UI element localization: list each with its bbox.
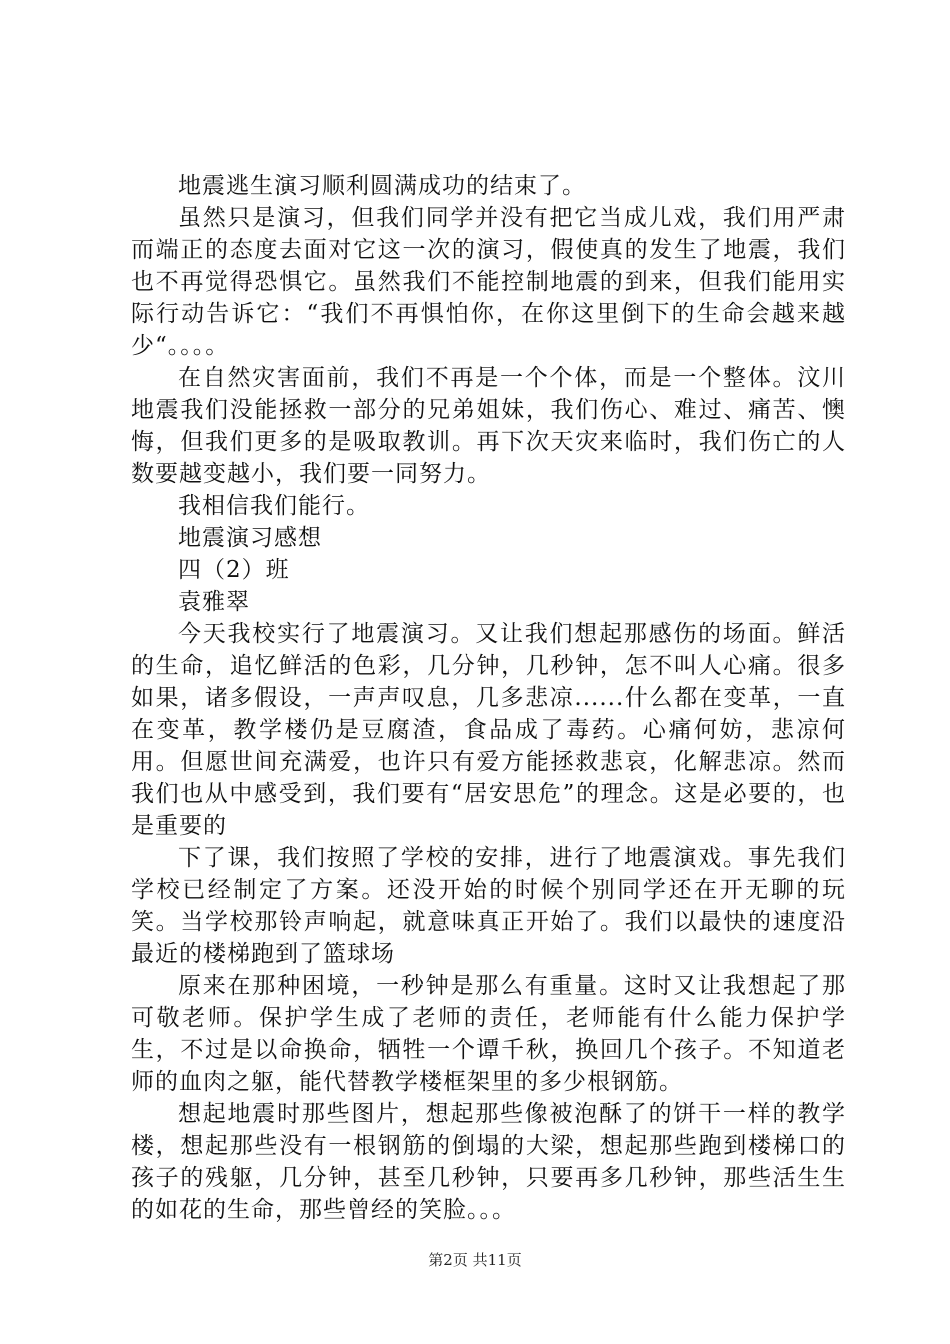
paragraph-drill-conclusion: 地震逃生演习顺利圆满成功的结束了。 bbox=[178, 173, 586, 199]
paragraph-serious-attitude: 虽然只是演习，但我们同学并没有把它当成儿戏，我们用严肃而端正的态度去面对它这一次的演习，假使真的发生了地震，我们也不再觉得恐惧它。虽然我们不能控制地震的到来，但我们能用实际行动告诉它：“我们不再惧怕你，在你这里倒下的生命会越来越少“。。。。 bbox=[131, 205, 846, 359]
document-body bbox=[131, 170, 846, 1226]
paragraph-we-can: 我相信我们能行。 bbox=[178, 493, 370, 519]
essay-class: 四（2）班 bbox=[178, 557, 290, 583]
essay-author: 袁雅翠 bbox=[178, 589, 250, 615]
paragraph-drill-today: 今天我校实行了地震演习。又让我们想起那感伤的场面。鲜活的生命，追忆鲜活的色彩，几分钟，几秒钟，怎不叫人心痛。很多如果，诸多假设，一声声叹息，几多悲凉......什么都在变革，一直在变革，教学楼仍是豆腐渣，食品成了毒药。心痛何妨，悲凉何用。但愿世间充满爱，也许只有爱方能拯救悲哀，化解悲凉。然而我们也从中感受到，我们要有“居安思危”的理念。这是必要的，也是重要的 bbox=[131, 621, 846, 839]
paragraph-memories: 想起地震时那些图片，想起那些像被泡酥了的饼干一样的教学楼，想起那些没有一根钢筋的倒塌的大梁，想起那些跑到楼梯口的孩子的残躯，几分钟，甚至几秒钟，只要再多几秒钟，那些活生生的如花的生命，那些曾经的笑脸。。。 bbox=[131, 1101, 846, 1223]
paragraph-after-class: 下了课，我们按照了学校的安排，进行了地震演戏。事先我们学校已经制定了方案。还没开始的时候个别同学还在开无聊的玩笑。当学校那铃声响起，就意味真正开始了。我们以最快的速度沿最近的楼梯跑到了篮球场 bbox=[131, 845, 846, 967]
essay-title: 地震演习感想 bbox=[178, 525, 322, 551]
page-number-footer: 第2页 共11页 bbox=[428, 1251, 522, 1269]
paragraph-natural-disaster: 在自然灾害面前，我们不再是一个个体，而是一个整体。汶川地震我们没能拯救一部分的兄弟姐妹，我们伤心、难过、痛苦、懊悔，但我们更多的是吸取教训。再下次天灾来临时，我们伤亡的人数要越变越小，我们要一同努力。 bbox=[131, 365, 846, 487]
paragraph-teacher: 原来在那种困境，一秒钟是那么有重量。这时又让我想起了那可敬老师。保护学生成了老师的责任，老师能有什么能力保护学生，不过是以命换命，牺牲一个谭千秋，换回几个孩子。不知道老师的血肉之躯，能代替教学楼框架里的多少根钢筋。 bbox=[131, 973, 846, 1095]
